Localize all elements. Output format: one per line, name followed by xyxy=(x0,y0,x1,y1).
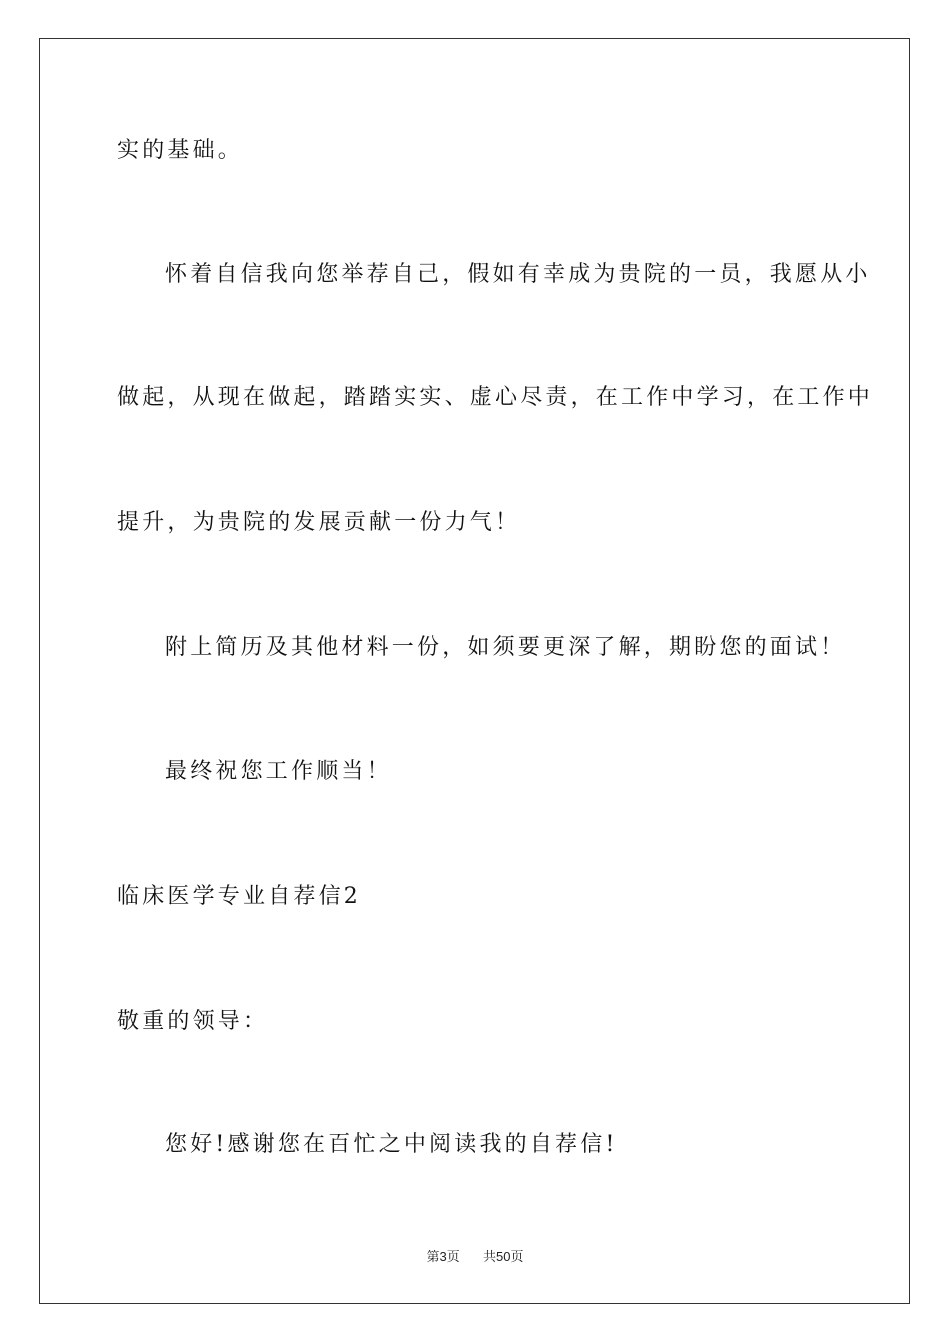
total-pages: 共50页 xyxy=(483,1249,524,1264)
paragraph-line: 附上简历及其他材料一份，如须要更深了解，期盼您的面试！ xyxy=(165,635,846,660)
page-footer xyxy=(0,1246,950,1265)
page-border xyxy=(39,38,910,1304)
paragraph-line: 最终祝您工作顺当！ xyxy=(165,759,392,784)
page-number: 第3页 xyxy=(426,1249,460,1264)
paragraph-line: 您好!感谢您在百忙之中阅读我的自荐信! xyxy=(165,1132,618,1157)
salutation: 敬重的领导： xyxy=(117,1009,269,1034)
paragraph-line: 怀着自信我向您举荐自己，假如有幸成为贵院的一员，我愿从小 xyxy=(165,262,871,287)
paragraph-line: 实的基础。 xyxy=(117,138,244,163)
paragraph-line: 做起，从现在做起，踏踏实实、虚心尽责，在工作中学习，在工作中 xyxy=(117,385,874,410)
paragraph-line: 提升，为贵院的发展贡献一份力气！ xyxy=(117,510,521,535)
section-heading: 临床医学专业自荐信2 xyxy=(117,884,361,909)
